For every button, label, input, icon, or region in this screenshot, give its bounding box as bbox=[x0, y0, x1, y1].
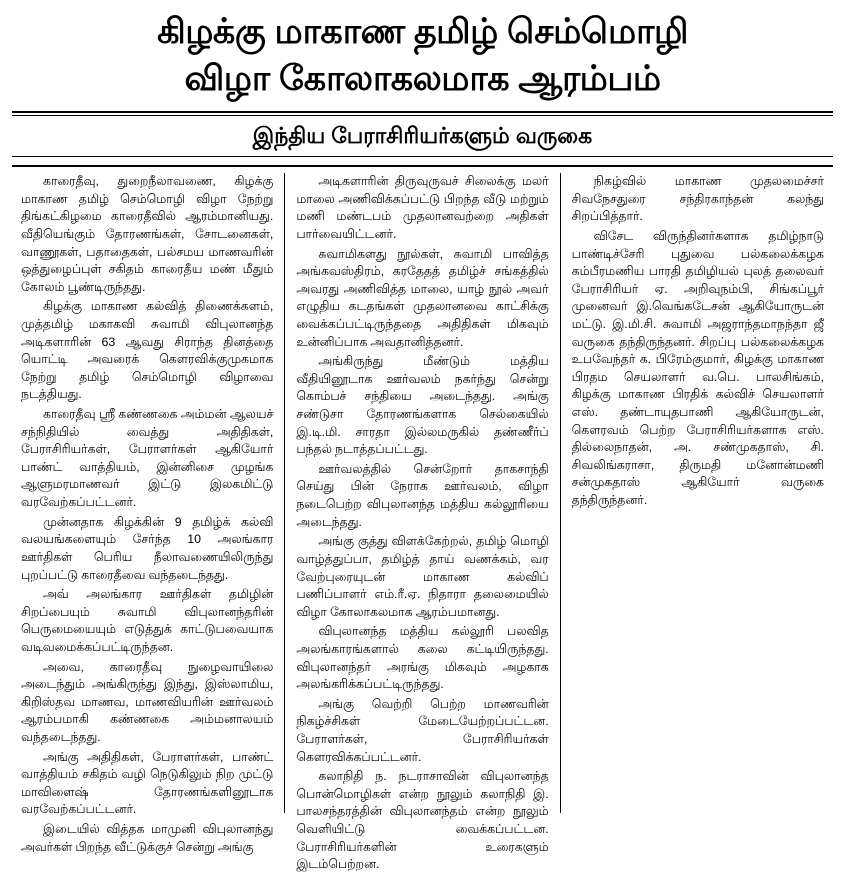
paragraph: அங்கிருந்து மீண்டும் மத்திய வீதியினூடாக ஊர்வலம் நகர்ந்து சென்று கொம்பச் சந்தியை அடைந்தது. அங்கு சண்டுசா தோரணங்களாக செல்கையில் இ.டி.மி. சாரதா இல்லமருகில் தண்ணீர்ப் பந்தல் நடாத்தப்பட்டது. bbox=[296, 354, 549, 457]
divider-bottom-thin bbox=[12, 156, 833, 157]
paragraph: விசேட விருந்தினர்களாக தமிழ்நாடு பாண்டிச்சேரி புதுவை பல்கலைக்கழக கம்பீரமணிய பாரதி தமிழியல் புலத் தலைவர் பேராசிரியர் ஏ. அறிவுநம்பி, சிங்கப்பூர் முனைவர் இ.வெங்கடேசன் ஆகியோருடன் மட்டு. இ.மி.சி. சுவாமி அஜராந்தமாநந்தா ஜீ வருகை தந்திருந்தனர். சிறப்பு பல்கலைக்கழக உபவேந்தர் க. பிரேம்குமார், கிழக்கு மாகாண பிரதம செயலாளர் வ.பெ. பாலசிங்கம், கிழக்கு மாகாண பிரதிக் கல்விச் செயலாளர் எஸ். தண்டாயுதபாணி ஆகியோருடன், கௌரவம் பெற்ற பேராசிரியர்களாக எஸ். தில்லைநாதன், அ. சண்முகதாஸ், சி. சிவலிங்கராசா, திருமதி மனோன்மணி சன்முகதாஸ் ஆகியோர் வருகை தந்திருந்தனர். bbox=[571, 228, 824, 508]
paragraph: காரைதீவு ஸ்ரீ கண்ணகை அம்மன் ஆலயச் சந்நிதியில் வைத்து அதிதிகள், பேராசிரியர்கள், பேராளர்கள் ஆகியோர் பாண்ட் வாத்தியம், இன்னிசை முழங்க ஆளுமரமாணவர் இட்டு இலகமிட்டு வரவேற்கப்பட்டனர். bbox=[21, 407, 274, 510]
paragraph: விபுலானந்த மத்திய கல்லூரி பலவித அலங்காரங்களால் கலை கட்டியிருந்தது. விபுலானந்தர் அரங்கு மிகவும் அழகாக அலங்கரிக்கப்பட்டிருந்தது. bbox=[296, 624, 549, 692]
paragraph: காரைதீவு, துறைநீலாவணை, கிழக்கு மாகாண தமிழ் செம்மொழி விழா நேற்று திங்கட்கிழமை காரைதீவில் ஆரம்மானியது. வீதியெங்கும் தோரணங்கள், சோடனைகள், வாணூகள், பதாதைகள், பல்சமய மாணவரின் ஒத்துழைப்புள் சகிதம் காரைதீய மண் மீதும் கோலம் பூண்டிருந்தது. bbox=[21, 174, 274, 294]
headline-line-2: விழா கோலாகலமாக ஆரம்பம் bbox=[184, 59, 661, 99]
page-title bbox=[10, 8, 835, 103]
paragraph: அவை, காரைதீவு நுழைவாயிலை அடைந்தும் அங்கிருந்து இந்து, இஸ்லாமிய, கிறிஸ்தவ மாணவ, மாணவியரின் ஊர்வலம் ஆரம்பமாகி கண்ணகை அம்மனாலயம் வந்தடைந்தது. bbox=[21, 659, 274, 744]
paragraph: அடிகளாரின் திருவுருவச் சிலைக்கு மலர் மாலை அணிவிக்கப்பட்டு பிறந்த வீடு மற்றும் மணி மண்டபம் முதலானவற்றை அதிகள் பார்வையிட்டனர். bbox=[296, 174, 549, 241]
headline-line-1: கிழக்கு மாகாண தமிழ் செம்மொழி bbox=[157, 12, 688, 51]
paragraph: அங்கு குத்து விளக்கேற்றல், தமிழ் மொழி வாழ்த்துப்பா, தமிழ்த் தாய் வணக்கம், வர வேற்புரையுடன் மாகாண கல்விப் பணிப்பாளர் எம்.ரீ.ஏ. நிதாரா தலைமையில் விழா கோலாகலமாக ஆரம்பமானது. bbox=[296, 534, 549, 619]
paragraph: நிகழ்வில் மாகாண முதலமைச்சர் சிவநேசதுரை சந்திரகாந்தன் கலந்து சிறப்பித்தார். bbox=[571, 174, 824, 224]
paragraph: சுவாமிகளது நூல்கள், சுவாமி பாவித்த அங்கவஸ்திரம், கரதேதத் தமிழ்ச் சங்கத்தில் அவரது அணிவித்த மாலை, யாழ் நூல் அவர் எழுதிய கடதங்கள் முதலானவை காட்சிக்கு வைக்கப்பட்டிருந்ததை அதிதிகள் மிகவும் உன்னிப்பாக அவதானித்தனர். bbox=[296, 246, 549, 349]
paragraph: அவ் அலங்கார ஊர்திகள் தமிழின் சிறப்பையும் சுவாமி விபுலானந்தரின் பெருமையையும் எடுத்துக் காட்டுபவையாக வடிவமைக்கப்பட்டிருந்தன. bbox=[21, 587, 274, 654]
paragraph: இடையில் வித்தக மாமுனி விபுலானந்து அவர்கள் பிறந்த வீட்டுக்குச் சென்று அங்கு bbox=[21, 822, 274, 854]
paragraph: ஊர்வலத்தில் சென்றோர் தாகசாந்தி செய்து பின் நேராக ஊர்வலம், விழா நடைபெற்ற விபுலானந்த மத்திய கல்லூரியை அடைந்தது. bbox=[296, 461, 549, 529]
divider-top-thin bbox=[12, 115, 833, 116]
paragraph: முன்னதாக கிழக்கின் 9 தமிழ்க் கல்வி வலயங்களையும் சேர்ந்த 10 அலங்கார ஊர்திகள் பெரிய நீலாவணையிலிருந்து புறப்பட்டு காரைதீவை வந்தடைந்தது. bbox=[21, 514, 274, 582]
paragraph: அங்கு வெற்றி பெற்ற மாணவரின் நிகழ்ச்சிகள் மேடையேற்றப்பட்டன. பேராளர்கள், பேராசிரியர்கள் கௌரவிக்கப்பட்டனர். bbox=[296, 696, 549, 764]
article-column-1 bbox=[10, 173, 284, 854]
article-columns bbox=[10, 173, 835, 872]
divider-top bbox=[12, 111, 833, 113]
article-column-2 bbox=[284, 173, 559, 872]
paragraph: அங்கு அதிதிகள், பேராளர்கள், பாண்ட் வாத்தியம் சகிதம் வழி நெடுகிலும் நிற முட்டு மாவிளைஷ் தோரணங்களினூடாக வரவேற்கப்பட்டனர். bbox=[21, 749, 274, 817]
article-column-3 bbox=[560, 173, 835, 813]
paragraph: கலாநிதி ந. நடராசாவின் விபுலானந்த பொன்மொழிகள் என்ற நூலும் கலாநிதி இ. பாலசந்தரத்தின் விபுலானந்தம் என்ற நூலும் வெளியிட்டு வைக்கப்பட்டன. பேராசிரியர்களின் உரைகளும் இடம்பெற்றன. bbox=[296, 769, 549, 872]
divider-bottom bbox=[12, 165, 833, 167]
paragraph: கிழக்கு மாகாண கல்வித் திணைக்களம், முத்தமிழ் மகாகவி சுவாமி விபுலானந்த அடிகளாரின் 63 ஆவது சிராந்த தினத்தை யொட்டி அவரைக் கௌரவிக்குமுகமாக நேற்று தமிழ் செம்மொழி விழாவை நடத்தியது. bbox=[21, 299, 274, 402]
subheadline: இந்திய பேராசிரியர்களும் வருகை bbox=[252, 122, 593, 148]
